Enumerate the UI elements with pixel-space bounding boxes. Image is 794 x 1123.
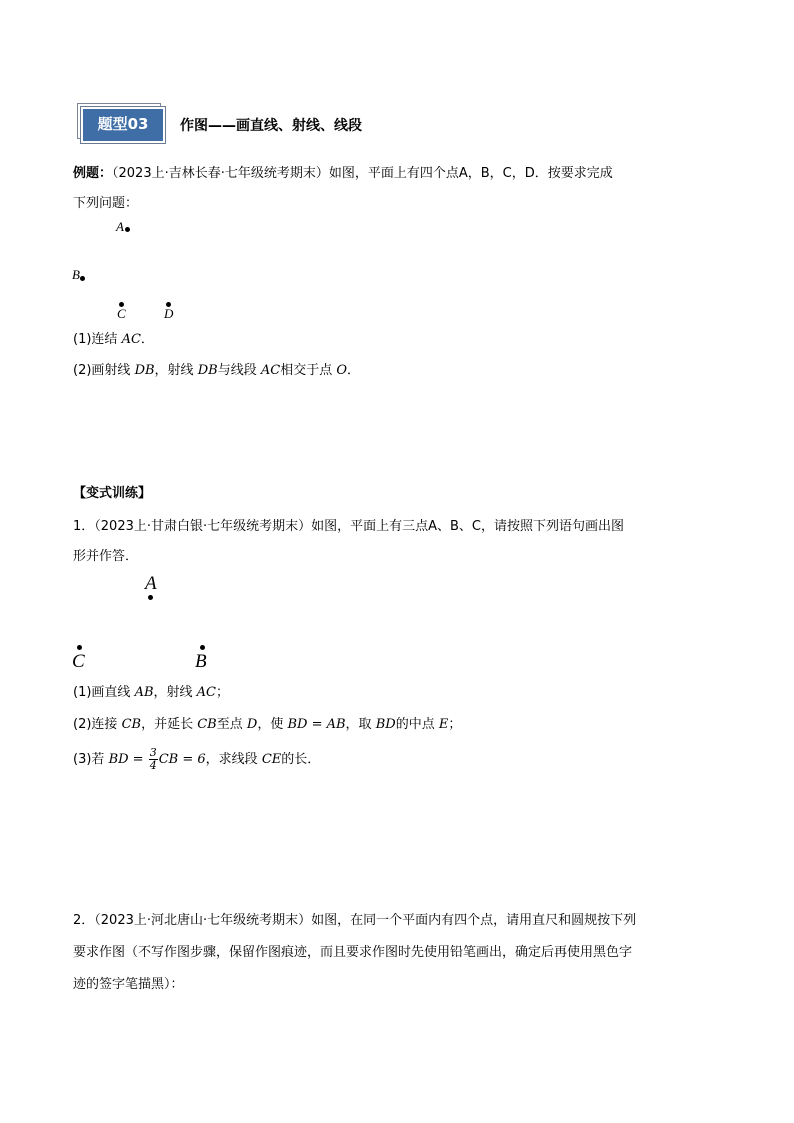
problem2-line2: 要求作图（不写作图步骤，保留作图痕迹，而且要求作图时先使用铅笔画出，确定后再使用黑色字 [73,945,633,960]
p1-point-b-dot [200,645,205,650]
problem1-question-3 [73,745,320,775]
q-var: AC [260,363,281,378]
q-var: AB [134,685,154,700]
problem1-question-1 [73,683,229,703]
p1-point-a-dot [148,595,153,600]
q-text: (2)画射线 [73,363,131,378]
q-text: ，求线段 [205,752,258,767]
q-text: ，使 [257,717,284,732]
example-prompt-text: （2023上·吉林长春·七年级统考期末）如图，平面上有四个点A，B，C，D．按要求完成 [112,166,613,181]
q-var: DB [134,363,155,378]
q-text: ，并延长 [141,717,194,732]
p1-point-c-dot [77,645,82,650]
practice-heading: 【变式训练】 [73,486,152,501]
q-var: E [438,717,449,732]
example-label: 例题： [73,166,113,181]
q-var: CB [197,717,217,732]
q-var: AC [196,685,217,700]
problem2-line1: 2．（2023上·河北唐山·七年级统考期末）如图，在同一个平面内有四个点，请用直尺和圆规按下列 [73,913,637,928]
q-equation: BD = [108,752,144,767]
section-badge: 题型03 [81,107,165,143]
q-text: (2)连接 [73,717,118,732]
problem1-line1: 1．（2023上·甘肃白银·七年级统考期末）如图，平面上有三点A、B、C，请按照下列语句画出图 [73,519,625,534]
problem1-line2: 形并作答． [73,549,139,564]
q-equation: CB = 6 [158,752,206,767]
q-text: 相交于点 [280,363,333,378]
q-text: 至点 [216,717,243,732]
q-text: 的长． [281,752,321,767]
q-text: ，取 [345,717,372,732]
q-var: AC [121,332,141,347]
point-a-dot [125,227,130,232]
q-text: ； [216,685,230,700]
q-text: ． [347,363,361,378]
problem2-line3: 迹的签字笔描黑）： [73,977,184,992]
q-var: CE [261,752,282,767]
q-text: 的中点 [395,717,435,732]
example-prompt-line1 [73,164,613,184]
example-question-2 [73,361,360,381]
q-var: DB [197,363,218,378]
example-prompt-line2: 下列问题： [73,196,139,211]
q-var: O [336,363,348,378]
p1-point-label-a: A [145,573,157,594]
point-label-d: D [164,306,174,321]
q-text: (1)画直线 [73,685,131,700]
section-title: 作图——画直线、射线、线段 [180,118,362,134]
q-text: ，射线 [154,363,194,378]
example-question-1 [73,330,154,350]
fraction-numerator: 3 [149,746,157,759]
q-text: 与线段 [217,363,257,378]
p1-point-label-b: B [195,651,207,672]
q-text: (3)若 [73,752,105,767]
q-text: ． [140,332,154,347]
q-var: BD [375,717,396,732]
point-label-c: C [117,306,126,321]
q-var: CB [121,717,142,732]
q-text: (1)连结 [73,332,118,347]
q-var: D [246,717,258,732]
point-label-a: A [116,219,124,234]
problem1-question-2 [73,715,461,735]
fraction [149,747,158,772]
fraction-denominator: 4 [149,759,157,772]
q-equation: BD = AB [287,717,346,732]
q-text: ，射线 [153,685,193,700]
q-text: ； [448,717,462,732]
point-b-dot [80,276,85,281]
p1-point-label-c: C [72,651,85,672]
point-label-b: B [72,267,80,282]
